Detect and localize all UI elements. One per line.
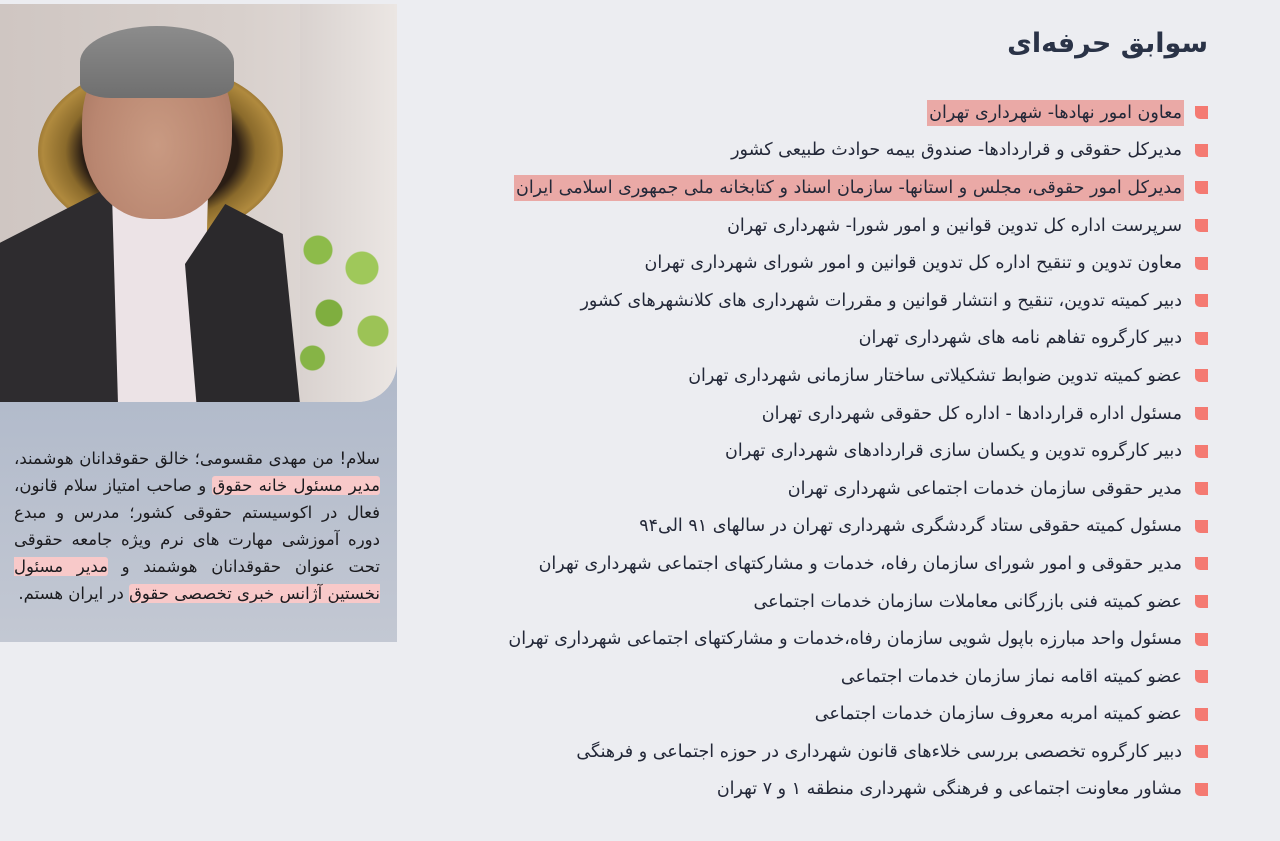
career-item [408,771,1208,809]
bullet-square-icon [1195,783,1208,796]
career-item-label: مسئول کمیته حقوقی ستاد گردشگری شهرداری تهران در سالهای ۹۱ الی۹۴ [639,516,1182,537]
bullet-square-icon [1195,332,1208,345]
career-item-label: مدیرکل امور حقوقی، مجلس و استانها- سازمان اسناد و کتابخانه ملی جمهوری اسلامی ایران [514,175,1184,201]
career-item [408,357,1208,395]
bio-highlight-1: مدیر مسئول خانه حقوق [212,475,380,495]
career-item [408,132,1208,170]
bullet-square-icon [1195,482,1208,495]
career-item [408,658,1208,696]
career-item [408,94,1208,132]
career-item-label: معاون تدوین و تنقیح اداره کل تدوین قوانین و امور شورای شهرداری تهران [644,253,1182,274]
career-item-label: دبیر کارگروه تخصصی بررسی خلاءهای قانون شهرداری در حوزه اجتماعی و فرهنگی [576,741,1182,762]
bullet-square-icon [1195,445,1208,458]
career-item [408,320,1208,358]
career-item-label: مشاور معاونت اجتماعی و فرهنگی شهرداری منطقه ۱ و ۷ تهران [716,779,1182,800]
bullet-square-icon [1195,595,1208,608]
career-item [408,207,1208,245]
bullet-square-icon [1195,745,1208,758]
bullet-square-icon [1195,106,1208,119]
career-item-label: مدیرکل حقوقی و قراردادها- صندوق بیمه حوادث طبیعی کشور [731,140,1182,161]
career-item-label: سرپرست اداره کل تدوین قوانین و امور شورا- شهرداری تهران [727,215,1182,236]
bullet-square-icon [1195,294,1208,307]
career-item [408,583,1208,621]
career-item [408,733,1208,771]
portrait-photo [0,4,397,402]
career-item [408,470,1208,508]
career-item-label: دبیر کمیته تدوین، تنقیح و انتشار قوانین و مقررات شهرداری های کلانشهرهای کشور [580,290,1182,311]
career-item [408,432,1208,470]
career-item [408,620,1208,658]
bullet-square-icon [1195,257,1208,270]
career-item-label: مسئول واحد مبارزه باپول شویی سازمان رفاه،خدمات و مشارکتهای اجتماعی شهرداری تهران [508,629,1182,650]
career-item-label: مسئول اداره قراردادها - اداره کل حقوقی شهرداری تهران [761,403,1182,424]
career-item [408,244,1208,282]
career-section [408,20,1208,808]
career-item-label: مدیر حقوقی و امور شورای سازمان رفاه، خدمات و مشارکتهای اجتماعی شهرداری تهران [538,553,1182,574]
career-item-label: مدیر حقوقی سازمان خدمات اجتماعی شهرداری تهران [787,478,1182,499]
bullet-square-icon [1195,670,1208,683]
career-item [408,508,1208,546]
photo-hair [80,26,234,98]
bullet-square-icon [1195,144,1208,157]
career-item [408,545,1208,583]
bullet-square-icon [1195,407,1208,420]
career-item-label: عضو کمیته تدوین ضوابط تشکیلاتی ساختار سازمانی شهرداری تهران [688,365,1182,386]
career-list [408,94,1208,808]
bio-text [14,445,380,607]
section-title: سوابق حرفه‌ای [1007,28,1208,59]
bullet-square-icon [1195,181,1208,194]
bio-part-2: و صاحب امتیاز سلام قانون، فعال در اکوسیستم حقوقی کشور؛ مدرس و مبدع دوره آموزشی مهارت های نرم ویژه جامعه حقوقی تحت عنوان حقوقدانان هوشمند و [14,475,380,576]
bullet-square-icon [1195,369,1208,382]
career-item [408,169,1208,207]
career-item-label: عضو کمیته اقامه نماز سازمان خدمات اجتماعی [840,666,1182,687]
bullet-square-icon [1195,557,1208,570]
bullet-square-icon [1195,219,1208,232]
career-item-label: عضو کمیته فنی بازرگانی معاملات سازمان خدمات اجتماعی [753,591,1182,612]
bio-part-3: در ایران هستم. [18,583,130,603]
bio-part-1: سلام! من مهدی مقسومی؛ خالق حقوقدانان هوشمند، [14,448,380,468]
bullet-square-icon [1195,633,1208,646]
career-item-label: معاون امور نهادها- شهرداری تهران [927,100,1184,126]
career-item [408,395,1208,433]
career-item [408,282,1208,320]
career-item-label: دبیر کارگروه تدوین و یکسان سازی قراردادهای شهرداری تهران [725,441,1182,462]
career-item-label: عضو کمیته امربه معروف سازمان خدمات اجتماعی [814,704,1182,725]
bullet-square-icon [1195,520,1208,533]
career-item-label: دبیر کارگروه تفاهم نامه های شهرداری تهران [858,328,1182,349]
profile-card [0,4,397,642]
photo-plant [285,214,395,394]
career-item [408,696,1208,734]
bio-highlight-2: مدیر مسئول نخستین آژانس خبری تخصصی حقوق [14,556,380,603]
bullet-square-icon [1195,708,1208,721]
